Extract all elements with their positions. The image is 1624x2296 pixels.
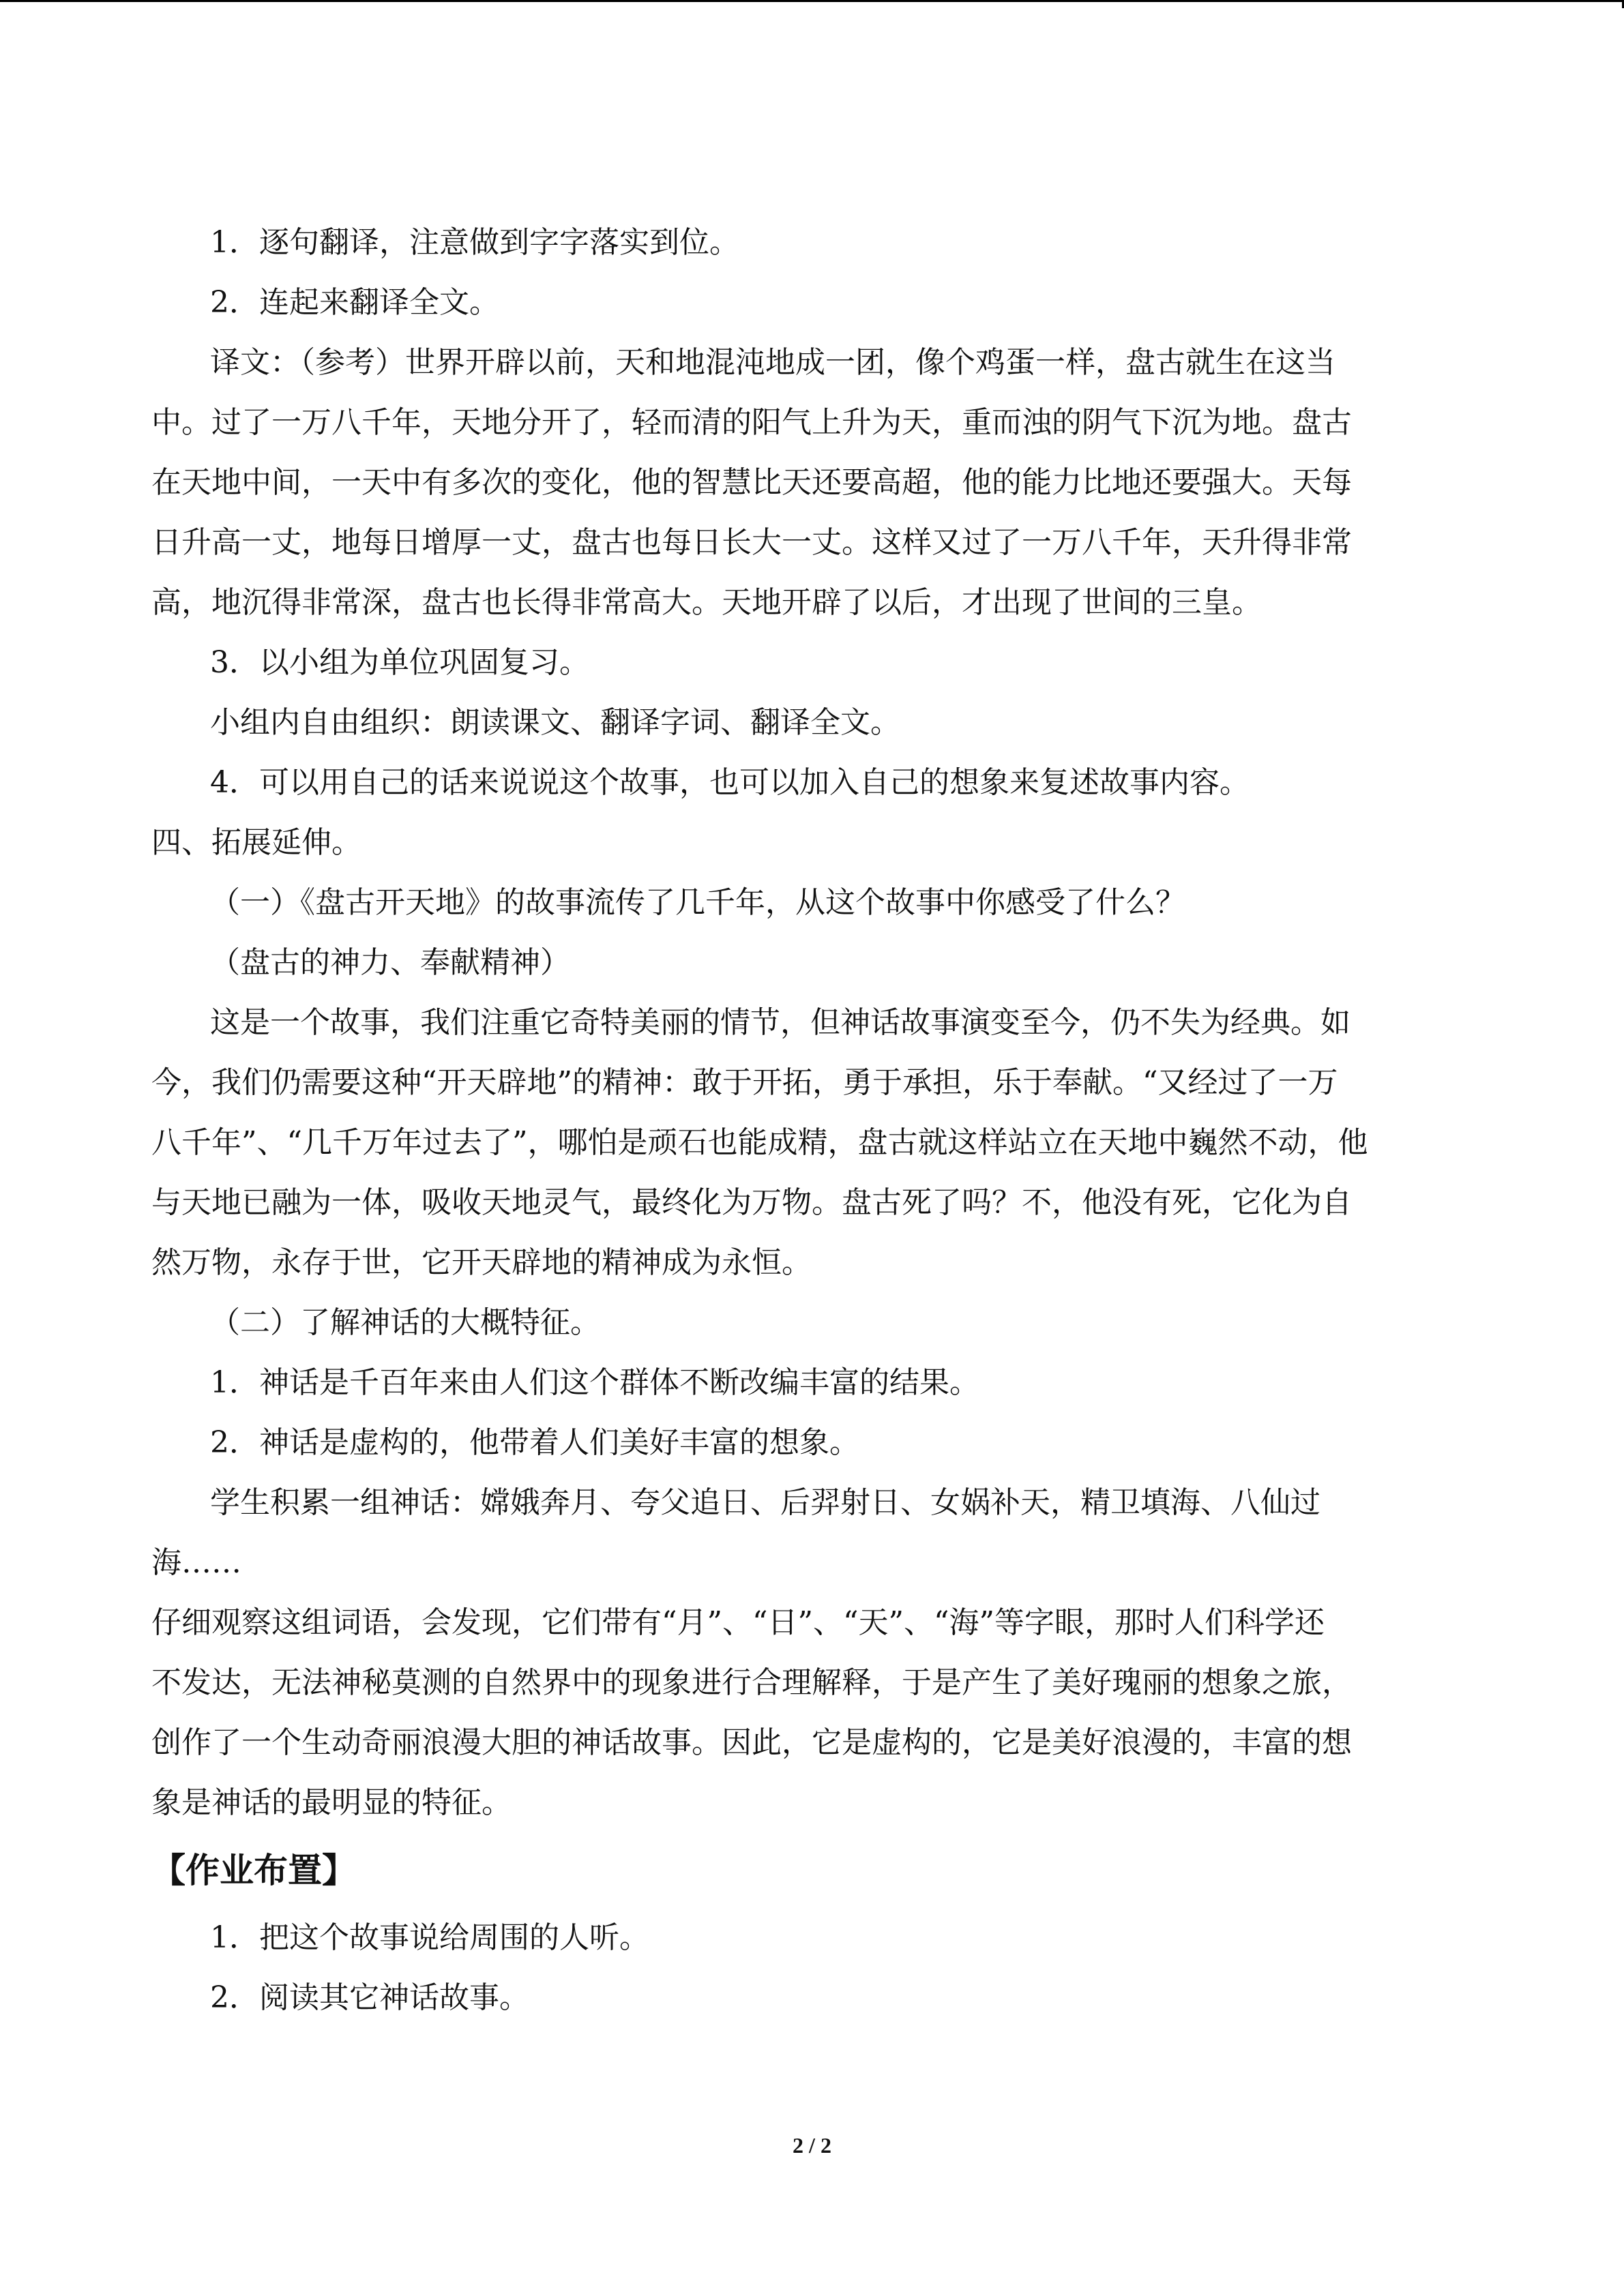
text-line: （盘古的神力、奉献精神） xyxy=(210,945,570,980)
text-line: 2．神话是虚构的，他带着人们美好丰富的想象。 xyxy=(210,1425,859,1460)
paragraph-line: 中。过了一万八千年，天地分开了，轻而清的阳气上升为天，重而浊的阴气下沉为地。盘古 xyxy=(151,405,1352,440)
top-border xyxy=(0,0,1624,2)
paragraph-line: 与天地已融为一体，吸收天地灵气，最终化为万物。盘古死了吗？不，他没有死，它化为自 xyxy=(151,1185,1352,1220)
text-line: 3．以小组为单位巩固复习。 xyxy=(210,645,589,680)
text-line: 1．神话是千百年来由人们这个群体不断改编丰富的结果。 xyxy=(210,1365,979,1400)
paragraph-line: 仔细观察这组词语，会发现，它们带有“月”、“日”、“天”、“海”等字眼，那时人们科学还 xyxy=(151,1605,1325,1640)
paragraph xyxy=(151,333,1475,633)
section-heading: 【作业布置】 xyxy=(151,1851,356,1890)
paragraph-line: 在天地中间，一天中有多次的变化，他的智慧比天还要高超，他的能力比地还要强大。天每 xyxy=(151,465,1352,500)
page-number: 2 / 2 xyxy=(793,2133,831,2158)
paragraph xyxy=(151,1473,1475,1593)
text-line: （一）《盘古开天地》的故事流传了几千年，从这个故事中你感受了什么？ xyxy=(210,885,1185,920)
paragraph xyxy=(151,1593,1475,1833)
text-line: 2．连起来翻译全文。 xyxy=(210,285,499,320)
paragraph-line: 海…… xyxy=(151,1545,241,1580)
paragraph-line: 这是一个故事，我们注重它奇特美丽的情节，但神话故事演变至今，仍不失为经典。如 xyxy=(210,1005,1350,1040)
document-body xyxy=(151,213,1475,2028)
paragraph-line: 不发达，无法神秘莫测的自然界中的现象进行合理解释，于是产生了美好瑰丽的想象之旅， xyxy=(151,1665,1352,1700)
paragraph-line: 然万物，永存于世，它开天辟地的精神成为永恒。 xyxy=(151,1245,812,1280)
paragraph-line: 象是神话的最明显的特征。 xyxy=(151,1785,512,1820)
text-line: 2．阅读其它神话故事。 xyxy=(210,1980,529,2015)
text-line: 4．可以用自己的话来说说这个故事，也可以加入自己的想象来复述故事内容。 xyxy=(210,765,1250,800)
paragraph-line: 今，我们仍需要这种“开天辟地”的精神：敢于开拓，勇于承担，乐于奉献。“又经过了一万 xyxy=(151,1065,1338,1100)
text-line: 四、拓展延伸。 xyxy=(151,825,361,860)
paragraph-line: 八千年”、“几千万年过去了”，哪怕是顽石也能成精，盘古就这样站立在天地中巍然不动，他 xyxy=(151,1125,1368,1160)
paragraph-line: 学生积累一组神话：嫦娥奔月、夸父追日、后羿射日、女娲补天，精卫填海、八仙过 xyxy=(210,1485,1320,1520)
paragraph-line: 译文：（参考）世界开辟以前，天和地混沌地成一团，像个鸡蛋一样，盘古就生在这当 xyxy=(210,345,1335,380)
paragraph-line: 日升高一丈，地每日增厚一丈，盘古也每日长大一丈。这样又过了一万八千年，天升得非常 xyxy=(151,525,1352,560)
text-line: 1．逐句翻译，注意做到字字落实到位。 xyxy=(210,225,739,260)
text-line: 1．把这个故事说给周围的人听。 xyxy=(210,1920,649,1955)
paragraph xyxy=(151,993,1475,1293)
text-line: （二）了解神话的大概特征。 xyxy=(210,1305,600,1340)
paragraph-line: 高，地沉得非常深，盘古也长得非常高大。天地开辟了以后，才出现了世间的三皇。 xyxy=(151,585,1262,620)
text-line: 小组内自由组织：朗读课文、翻译字词、翻译全文。 xyxy=(210,705,900,740)
paragraph-line: 创作了一个生动奇丽浪漫大胆的神话故事。因此，它是虚构的，它是美好浪漫的，丰富的想 xyxy=(151,1725,1352,1760)
